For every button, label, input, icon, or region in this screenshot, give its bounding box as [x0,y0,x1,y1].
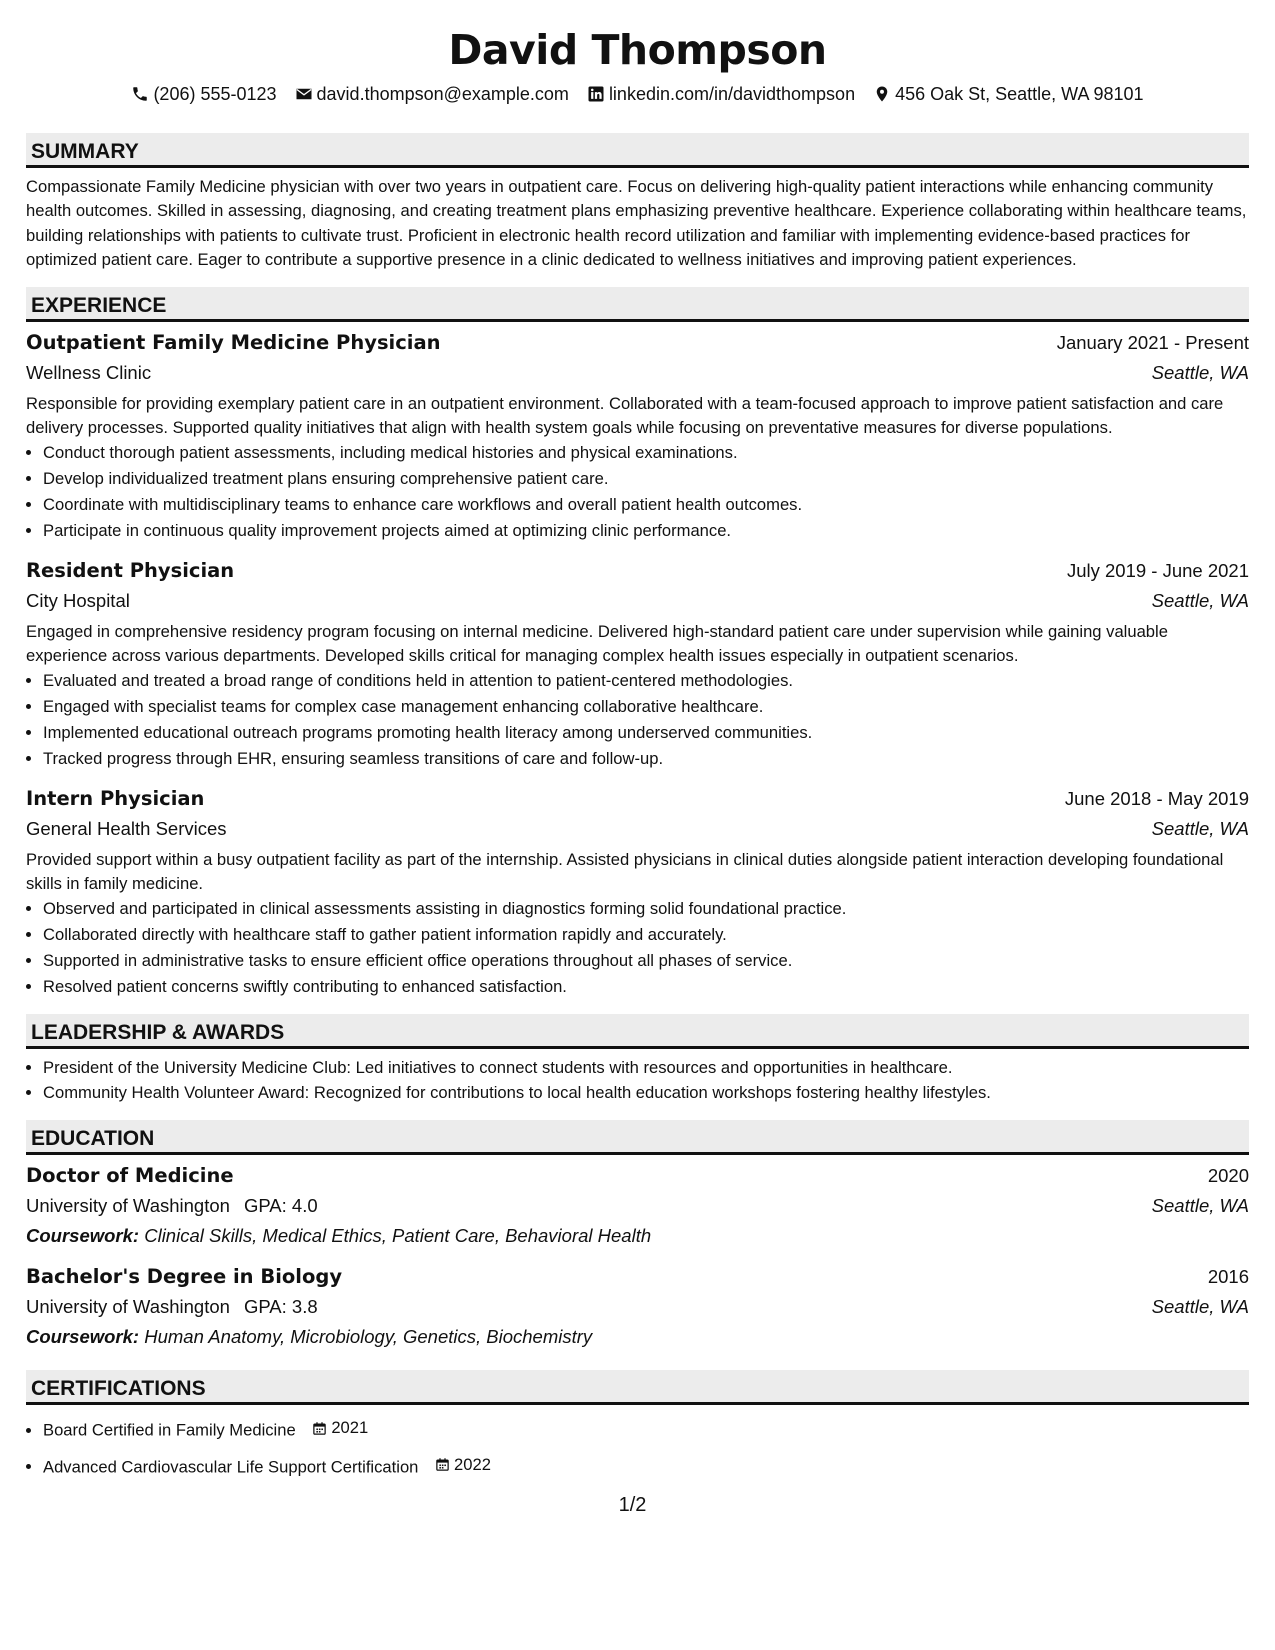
list-item: • Implemented educational outreach programs promoting health literacy among underserved communities. [43,720,1249,746]
coursework-text: Human Anatomy, Microbiology, Genetics, Biochemistry [144,1326,593,1348]
degree-title: Doctor of Medicine [26,1164,234,1188]
leadership-heading: LEADERSHIP & AWARDS [26,1014,1249,1049]
education-heading: EDUCATION [26,1120,1249,1155]
list-item [43,1411,1249,1448]
linkedin-link[interactable]: linkedin.com/in/davidthompson [608,83,856,104]
list-item: • President of the University Medicine Club: Led initiatives to connect students with resources and opportunities in healthcare. [43,1055,1249,1081]
list-item: • Resolved patient concerns swiftly contributing to enhanced satisfaction. [43,974,1249,1000]
list-item: • Tracked progress through EHR, ensuring seamless transitions of care and follow-up. [43,746,1249,772]
list-item: • Observed and participated in clinical assessments assisting in diagnostics forming solid foundational practice. [43,896,1249,922]
certifications-list [26,1411,1249,1484]
job-bullets [26,896,1249,999]
job-dates: June 2018 - May 2019 [1064,787,1249,809]
school-location: Seattle, WA [1151,1296,1249,1318]
gpa-value: GPA: 4.0 [243,1195,318,1217]
cert-year: 2022 [454,1454,491,1474]
job-description: Provided support within a busy outpatient facility as part of the internship. Assisted physicians in clinical duties alongside patient interaction developing foundational skills in family medicine. [26,849,1224,894]
job-org: City Hospital [26,589,130,611]
summary-text: Compassionate Family Medicine physician with over two years in outpatient care. Focus on delivering high-quality patient interactions while enhancing community health outcomes. Skilled in assessing, diagnosing, and creating treatment plans emphasizing preventive healthcare. Experience collaborating within healthcare teams, building relationships with patients to cultivate trust. Proficient in electronic health record utilization and familiar with implementing evidence-based practices for optimized patient care. Eager to contribute a supportive presence in a clinic dedicated to wellness initiatives and improving patient experiences. [26,177,1247,270]
coursework-text: Clinical Skills, Medical Ethics, Patient Care, Behavioral Health [144,1225,652,1247]
job-location: Seattle, WA [1151,361,1249,383]
candidate-name: David Thompson [448,26,827,74]
job-org: Wellness Clinic [26,361,152,383]
contact-email[interactable] [295,84,569,105]
school-location: Seattle, WA [1151,1195,1249,1217]
calendar-icon [435,1457,450,1472]
job-description: Engaged in comprehensive residency program focusing on internal medicine. Delivered high-standard patient care under supervision while gaining valuable experience across various departments. Developed skills critical for managing complex health issues especially in outpatient scenarios. [26,621,1168,666]
job-description: Responsible for providing exemplary patient care in an outpatient environment. Collaborated with a team-focused approach to improve patient satisfaction and care delivery processes. Supported quality initiatives that align with health system goals while focusing on preventative measures for diverse populations. [26,393,1224,438]
experience-heading: EXPERIENCE [26,287,1249,322]
cert-name: Board Certified in Family Medicine [43,1420,296,1440]
job-title: Outpatient Family Medicine Physician [26,330,441,354]
coursework [26,1322,1249,1352]
job-bullets [26,440,1249,543]
list-item: • Develop individualized treatment plans ensuring comprehensive patient care. [43,466,1249,492]
leadership-list [26,1055,1249,1107]
summary-heading: SUMMARY [26,133,1249,168]
job-entry [26,556,1249,772]
map-pin-icon [873,85,891,103]
job-org: General Health Services [26,817,227,839]
cert-name: Advanced Cardiovascular Life Support Certification [43,1457,419,1477]
envelope-icon [295,85,313,103]
list-item: • Engaged with specialist teams for complex case management enhancing collaborative healthcare. [43,694,1249,720]
list-item: • Conduct thorough patient assessments, including medical histories and physical examinations. [43,440,1249,466]
resume-page [26,0,1249,1516]
education-entry [26,1262,1249,1352]
list-item: • Coordinate with multidisciplinary teams to enhance care workflows and overall patient health outcomes. [43,492,1249,518]
page-indicator: 1/2 [618,1494,647,1516]
phone-icon [131,85,149,103]
certifications-heading: CERTIFICATIONS [26,1370,1249,1405]
contact-phone [131,84,276,105]
cert-year: 2021 [331,1418,369,1438]
list-item: • Participate in continuous quality improvement projects aimed at optimizing clinic performance. [43,518,1249,544]
contact-bar [26,81,1249,107]
school-name: University of Washington [26,1195,230,1217]
list-item: • Supported in administrative tasks to ensure efficient office operations throughout all phases of service. [43,948,1249,974]
job-entry [26,328,1249,544]
list-item: • Evaluated and treated a broad range of conditions held in attention to patient-centered methodologies. [43,668,1249,694]
job-bullets [26,668,1249,771]
coursework-label: Coursework: [26,1326,140,1348]
coursework [26,1221,1249,1251]
gpa-value: GPA: 3.8 [243,1296,318,1318]
calendar-icon [312,1421,327,1436]
job-title: Resident Physician [26,558,235,582]
job-title: Intern Physician [26,786,205,810]
coursework-label: Coursework: [26,1225,140,1247]
linkedin-icon [587,85,605,103]
degree-year: 2016 [1207,1266,1249,1288]
school-name: University of Washington [26,1296,230,1318]
job-location: Seattle, WA [1151,817,1249,839]
list-item: • Collaborated directly with healthcare staff to gather patient information rapidly and accurately. [43,922,1249,948]
phone-text: (206) 555-0123 [153,83,277,104]
job-entry [26,784,1249,1000]
contact-linkedin[interactable] [587,84,855,105]
job-dates: July 2019 - June 2021 [1066,559,1249,581]
contact-address [873,84,1143,105]
degree-title: Bachelor's Degree in Biology [26,1265,343,1289]
list-item [43,1448,1249,1485]
job-location: Seattle, WA [1151,589,1249,611]
email-link[interactable]: david.thompson@example.com [316,83,569,104]
degree-year: 2020 [1207,1165,1249,1187]
address-text: 456 Oak St, Seattle, WA 98101 [895,83,1144,104]
list-item: • Community Health Volunteer Award: Recognized for contributions to local health education workshops fostering healthy lifestyles. [43,1080,1249,1106]
job-dates: January 2021 - Present [1056,331,1249,353]
education-entry [26,1161,1249,1251]
